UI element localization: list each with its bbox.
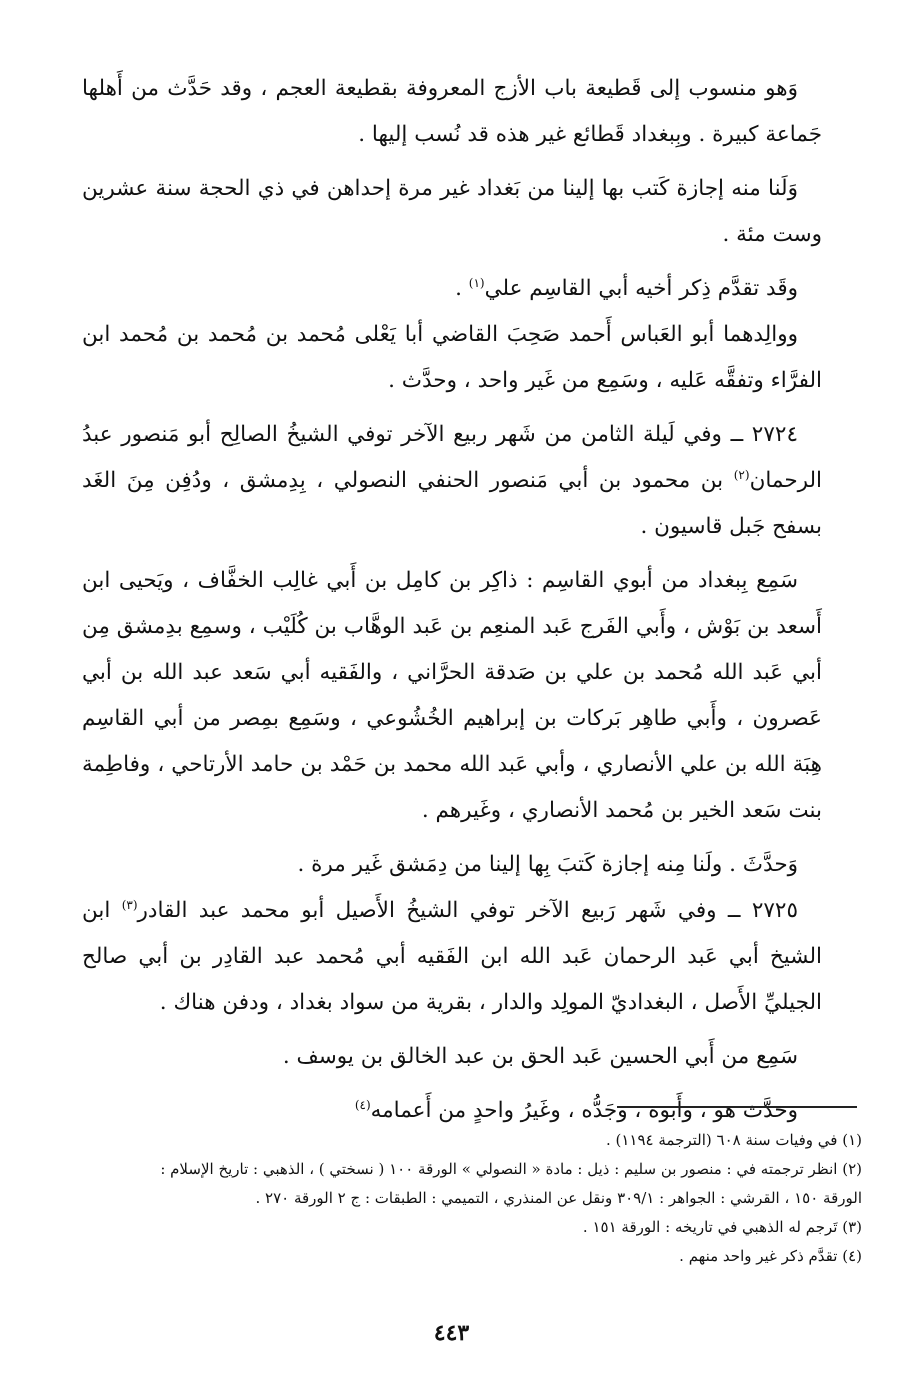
paragraph-text: وَحدَّثَ . ولَنا مِنه إجازة كَتبَ بِها إلينا من دِمَشق غَير مرة .: [297, 852, 798, 877]
page-number: ٤٤٣: [433, 1320, 470, 1346]
main-text: [82, 66, 822, 1134]
paragraph-text: بن محمود بن أبي مَنصور الحنفي النصولي ، بِدِمشق ، ودُفِن مِنَ الغَد بسفح جَبل قاسيون .: [82, 468, 822, 539]
footnote-marker-2: (٢): [733, 467, 750, 482]
paragraph-text: سَمِع من أَبي الحسين عَبد الحق بن عبد الخالق بن يوسف .: [282, 1044, 798, 1069]
footnote-2: (٢) انظر ترجمته في : منصور بن سليم : ذيل : مادة « النصولي » الورقة ١٠٠ ( نسختي ) ، الذهبي : تاريخ الإسلام :: [160, 1160, 862, 1178]
paragraph: [82, 558, 822, 834]
paragraph-text: ووالِدهما أبو العَباس أَحمد صَحِبَ القاضي أبا يَعْلى مُحمد بن مُحمد بن مُحمد ابن الفرَّاء وتفقَّه عَليه ، وسَمِع من غَير واحد ، وحدَّث .: [82, 322, 822, 393]
entry-heading: ٢٧٢٤ ــ وفي لَيلة الثامن من شَهر ربيع الآخر توفي الشيخُ الصالِح أبو مَنصور عبدُ الرحمان: [82, 422, 823, 493]
paragraph: [82, 66, 822, 158]
paragraph-text: وقَد تقدَّم ذِكر أخيه أبي القاسِم علي: [484, 276, 798, 301]
paragraph: [82, 266, 822, 312]
footnote-3: (٣) تَرجم له الذهبي في تاريخه : الورقة ١٥١ .: [582, 1218, 862, 1236]
paragraph: [82, 312, 822, 404]
entry-2724: [82, 412, 822, 550]
footnote-marker-3: (٣): [121, 897, 138, 912]
footnote-4: (٤) تقدَّم ذكر غير واحد منهم .: [679, 1247, 862, 1265]
footnote-2-continued: الورقة ١٥٠ ، القرشي : الجواهر : ٣٠٩/١ ونقل عن المنذري ، التميمي : الطبقات : ج ٢ الورقة ٢٧٠ .: [255, 1189, 862, 1207]
footnote-marker-4: (٤): [354, 1097, 371, 1112]
footnote-divider: [617, 1106, 857, 1108]
paragraph-text: وَهو منسوب إلى قَطيعة باب الأزج المعروفة بقطيعة العجم ، وقد حَدَّث من أَهلها جَماعة كبيرة . وبِبغداد قَطائع غير هذه قد نُسب إليها .: [82, 76, 822, 147]
footnote-1: (١) في وفيات سنة ٦٠٨ (الترجمة ١١٩٤) .: [605, 1131, 862, 1149]
footnote-marker-1: (١): [468, 275, 485, 290]
paragraph-text: وحدَّث هو ، وأَبوه ، وجَدُّه ، وغَيرُ واحدٍ من أَعمامه: [370, 1098, 798, 1123]
paragraph-text: وَلَنا منه إجازة كَتب بها إلينا من بَغداد غير مرة إحداهن في ذي الحجة سنة عشرين وست مئة .: [82, 176, 822, 247]
paragraph-text: سَمِع بِبغداد من أبوي القاسِم : ذاكِر بن كامِل بن أَبي غالِب الخفَّاف ، ويَحيى ابن أَسعد بن بَوْش ، وأَبي الفَرج عَبد المنعِم بن عَبد الوهَّاب بن كُلَيْب ، وسمِع بدِمشق مِن أبي عَبد الله مُحمد بن علي بن صَدقة الحرَّاني ، والفَقيه أبي سَعد عبد الله بن أبي عَصرون ، وأَبي طاهِر بَركات بن إبراهيم الخُشُوعي ، وسَمِع بمِصر من أبي القاسِم هِبَة الله بن علي الأنصاري ، وأبي عَبد الله محمد بن حَمْد بن حامد الأرتاحي ، وفاطِمة بنت سَعد الخير بن مُحمد الأنصاري ، وغَيرهم .: [82, 568, 822, 823]
entry-heading: ٢٧٢٥ ــ وفي شَهر رَبيع الآخر توفي الشيخُ الأَصيل أبو محمد عبد القادر: [137, 898, 799, 923]
paragraph-text: ابن الشيخ أبي عَبد الرحمان عَبد الله ابن الفَقيه أبي مُحمد عبد القادِر بن أبي صالح الجيليِّ الأَصل ، البغداديّ المولِد والدار ، بقرية من سواد بغداد ، ودفن هناك .: [82, 898, 822, 1015]
paragraph: [82, 166, 822, 258]
entry-2725: [82, 888, 822, 1026]
trailing-period: .: [455, 276, 462, 301]
footnotes: [82, 1126, 862, 1271]
paragraph: [82, 1034, 822, 1080]
paragraph: [82, 842, 822, 888]
